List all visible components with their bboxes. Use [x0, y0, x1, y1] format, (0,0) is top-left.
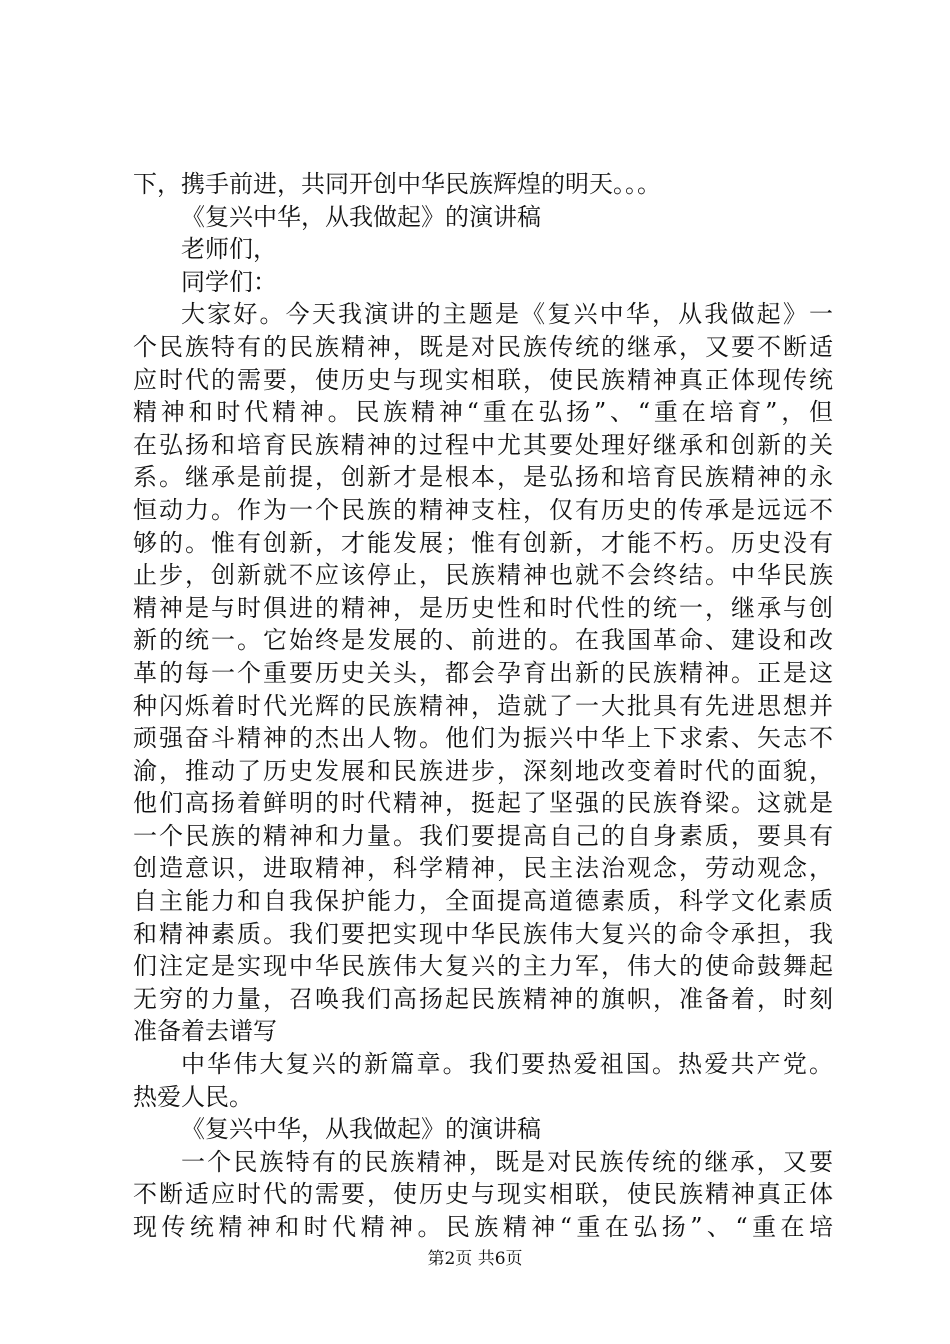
text-line: 在弘扬和培育民族精神的过程中尤其要处理好继承和创新的关 [133, 430, 833, 459]
text-line: 《复兴中华，从我做起》的演讲稿 [181, 1115, 541, 1144]
page-footer: 第2页 共6页 [427, 1249, 523, 1269]
text-line: 准备着去谱写 [133, 1017, 277, 1046]
text-line: 们注定是实现中华民族伟大复兴的主力军，伟大的使命鼓舞起 [133, 952, 833, 981]
text-line: 现传统精神和时代精神。民族精神“重在弘扬”、“重在培 [133, 1213, 833, 1241]
text-line: 和精神素质。我们要把实现中华民族伟大复兴的命令承担，我 [133, 919, 833, 948]
text-line: 《复兴中华，从我做起》的演讲稿 [181, 202, 541, 231]
text-line: 革的每一个重要历史关头，都会孕育出新的民族精神。正是这 [133, 658, 833, 687]
text-line: 渝，推动了历史发展和民族进步，深刻地改变着时代的面貌， [133, 756, 833, 785]
text-line: 恒动力。作为一个民族的精神支柱，仅有历史的传承是远远不 [133, 495, 833, 524]
text-line: 应时代的需要，使历史与现实相联，使民族精神真正体现传统 [133, 365, 833, 394]
text-line: 创造意识，进取精神，科学精神，民主法治观念，劳动观念， [133, 854, 833, 883]
text-line: 他们高扬着鲜明的时代精神，挺起了坚强的民族脊梁。这就是 [133, 789, 833, 818]
text-line: 种闪烁着时代光辉的民族精神，造就了一大批具有先进思想并 [133, 691, 833, 720]
text-line: 下，携手前进，共同开创中华民族辉煌的明天。。。 [133, 170, 661, 198]
text-line: 够的。惟有创新，才能发展；惟有创新，才能不朽。历史没有 [133, 528, 833, 557]
text-line: 老师们， [181, 235, 277, 264]
text-line: 系。继承是前提，创新才是根本，是弘扬和培育民族精神的永 [133, 463, 833, 492]
text-line: 一个民族特有的民族精神，既是对民族传统的继承，又要 [181, 1147, 833, 1176]
text-line: 顽强奋斗精神的杰出人物。他们为振兴中华上下求索、矢志不 [133, 724, 833, 753]
document-body [133, 168, 833, 1244]
text-line: 自主能力和自我保护能力，全面提高道德素质，科学文化素质 [133, 887, 833, 916]
text-line: 同学们： [181, 267, 277, 296]
text-line: 中华伟大复兴的新篇章。我们要热爱祖国。热爱共产党。 [181, 1050, 833, 1079]
text-line: 大家好。今天我演讲的主题是《复兴中华，从我做起》一 [181, 300, 833, 329]
text-line: 个民族特有的民族精神，既是对民族传统的继承，又要不断适 [133, 332, 833, 361]
text-line: 精神和时代精神。民族精神“重在弘扬”、“重在培育”，但 [133, 398, 833, 427]
text-line: 止步，创新就不应该停止，民族精神也就不会终结。中华民族 [133, 561, 833, 590]
text-line: 热爱人民。 [133, 1082, 253, 1111]
text-line: 不断适应时代的需要，使历史与现实相联，使民族精神真正体 [133, 1180, 833, 1209]
text-line: 新的统一。它始终是发展的、前进的。在我国革命、建设和改 [133, 626, 833, 655]
text-line: 无穷的力量，召唤我们高扬起民族精神的旗帜，准备着，时刻 [133, 984, 833, 1013]
text-line: 一个民族的精神和力量。我们要提高自己的自身素质，要具有 [133, 821, 833, 850]
text-line: 精神是与时俱进的精神，是历史性和时代性的统一，继承与创 [133, 593, 833, 622]
